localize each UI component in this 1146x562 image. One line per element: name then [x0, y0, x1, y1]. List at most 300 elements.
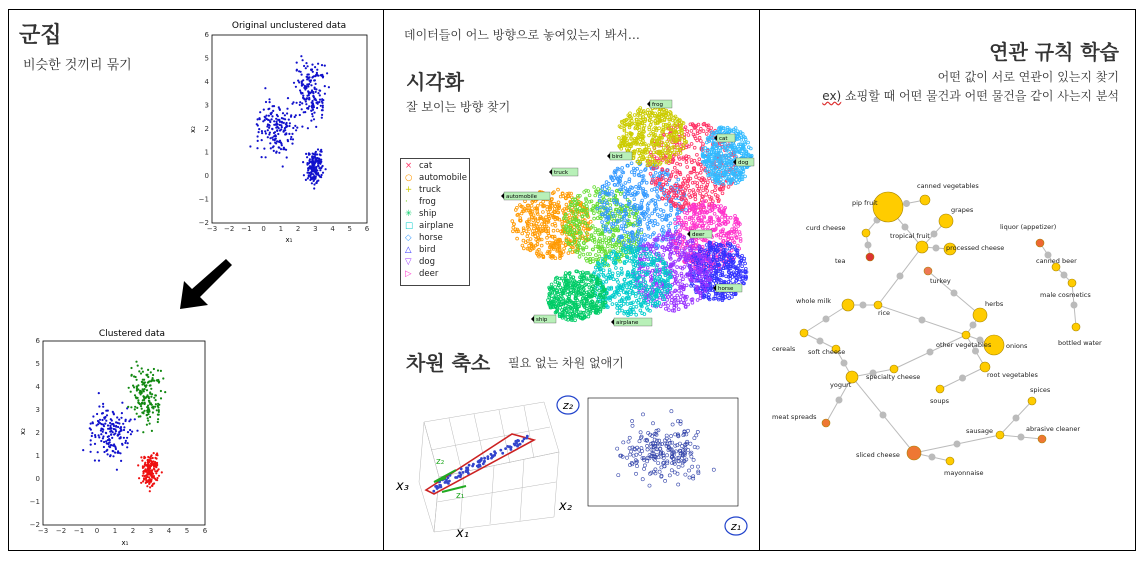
- tsne-point: [593, 217, 596, 220]
- scatter-point: [139, 392, 141, 394]
- tsne-point: [578, 207, 581, 210]
- scatter-point: [147, 420, 149, 422]
- scatter-point: [288, 125, 290, 127]
- x-tick-label: 1: [278, 225, 284, 233]
- tsne-point: [640, 235, 643, 238]
- scatter-point: [155, 454, 157, 456]
- x-tick-label: 1: [112, 527, 118, 535]
- scatter-point: [274, 131, 276, 133]
- scatter-point: [102, 403, 104, 405]
- scatter-point: [158, 414, 160, 416]
- scatter-point: [114, 432, 116, 434]
- tsne-point: [557, 188, 560, 191]
- scatter-point: [141, 367, 143, 369]
- scatter-point: [115, 448, 117, 450]
- scatter-point: [290, 116, 292, 118]
- scatter-point: [302, 95, 304, 97]
- scatter-point: [259, 118, 261, 120]
- scatter-point: [305, 87, 307, 89]
- scatter-point: [102, 431, 104, 433]
- y-tick-label: −2: [29, 521, 40, 529]
- tsne-point: [656, 190, 659, 193]
- scatter-point: [106, 449, 108, 451]
- scatter-point: [307, 177, 309, 179]
- scatter-point: [316, 107, 318, 109]
- tsne-point: [648, 148, 651, 151]
- y-tick-label: 6: [204, 31, 209, 39]
- tsne-point: [676, 274, 679, 277]
- tsne-point: [700, 185, 703, 188]
- scatter-point: [156, 470, 158, 472]
- scatter-point: [148, 409, 150, 411]
- tsne-point: [587, 283, 590, 286]
- scatter-point: [114, 452, 116, 454]
- scatter-point: [286, 112, 288, 114]
- tsne-point: [678, 141, 681, 144]
- legend-marker-icon: △: [405, 245, 412, 255]
- scatter-point: [144, 410, 146, 412]
- scatter-point: [296, 69, 298, 71]
- scatter-point: [97, 420, 99, 422]
- scatter-point: [102, 437, 104, 439]
- scatter-point: [97, 451, 99, 453]
- scatter-point: [113, 428, 115, 430]
- scatter-point: [314, 66, 316, 68]
- tsne-point: [714, 185, 717, 188]
- x-tick-label: 4: [166, 527, 172, 535]
- scatter-point: [313, 187, 315, 189]
- tsne-point: [664, 307, 667, 310]
- scatter-point: [261, 130, 263, 132]
- scatter-point: [109, 425, 111, 427]
- legend-entry: [405, 269, 469, 281]
- scatter-point: [140, 456, 142, 458]
- tsne-point: [630, 171, 633, 174]
- tsne-point: [658, 215, 661, 218]
- scatter-point: [268, 108, 270, 110]
- y-tick-label: 0: [35, 475, 40, 483]
- tsne-point: [666, 299, 669, 302]
- legend-entry: [405, 173, 469, 185]
- plot1-ylabel: x₂: [189, 126, 197, 133]
- tsne-point: [546, 236, 549, 239]
- scatter-point: [314, 169, 316, 171]
- scatter-point: [310, 120, 312, 122]
- scatter-point: [314, 98, 316, 100]
- tsne-point: [677, 308, 680, 311]
- scatter-point: [150, 463, 152, 465]
- scatter-point: [96, 424, 98, 426]
- scatter-point: [98, 460, 100, 462]
- tsne-point: [594, 231, 597, 234]
- tsne-point: [547, 227, 550, 230]
- scatter-point: [280, 148, 282, 150]
- tsne-point: [662, 254, 665, 257]
- y-tick-label: 6: [35, 337, 40, 345]
- scatter-point: [281, 144, 283, 146]
- scatter-point: [282, 165, 284, 167]
- scatter-point: [283, 122, 285, 124]
- scatter-point: [317, 148, 319, 150]
- tsne-point: [550, 283, 553, 286]
- tsne-point: [696, 185, 699, 188]
- tsne-point: [611, 190, 614, 193]
- tsne-embedding-map: [492, 96, 754, 331]
- tsne-point: [681, 249, 684, 252]
- scatter-point: [304, 85, 306, 87]
- scatter-point: [140, 372, 142, 374]
- scatter-point: [142, 388, 144, 390]
- tsne-point: [668, 309, 671, 312]
- scatter-point: [151, 476, 153, 478]
- tsne-point: [696, 172, 699, 175]
- scatter-point: [141, 392, 143, 394]
- scatter-point: [105, 420, 107, 422]
- scatter-point: [103, 441, 105, 443]
- scatter-point: [273, 120, 275, 122]
- scatter-point: [134, 406, 136, 408]
- x-tick-label: 3: [148, 527, 154, 535]
- tsne-point: [598, 255, 601, 258]
- scatter-point: [257, 118, 259, 120]
- scatter-point: [148, 473, 150, 475]
- scatter-point: [128, 387, 130, 389]
- scatter-point: [317, 103, 319, 105]
- scatter-point: [306, 74, 308, 76]
- x-tick-label: 0: [94, 527, 100, 535]
- scatter-point: [94, 436, 96, 438]
- scatter-point: [306, 95, 308, 97]
- scatter-point: [147, 460, 149, 462]
- scatter-point: [130, 406, 132, 408]
- scatter-point: [154, 457, 156, 459]
- scatter-point: [94, 434, 96, 436]
- tsne-point: [695, 241, 698, 244]
- visualization-subtitle: 잘 보이는 방향 찾기: [406, 100, 511, 114]
- scatter-point: [117, 450, 119, 452]
- tsne-point: [714, 189, 717, 192]
- scatter-point: [303, 174, 305, 176]
- tsne-point: [711, 190, 714, 193]
- tsne-point: [616, 312, 619, 315]
- tsne-point: [635, 313, 638, 316]
- scatter-point: [313, 183, 315, 185]
- scatter-point: [259, 111, 261, 113]
- scatter-point: [148, 483, 150, 485]
- scatter-point: [297, 80, 299, 82]
- legend-label: dog: [419, 257, 435, 267]
- scatter-point: [267, 129, 269, 131]
- tsne-point: [653, 188, 656, 191]
- tsne-point: [521, 232, 524, 235]
- scatter-point: [300, 55, 302, 57]
- tsne-point: [565, 203, 568, 206]
- scatter-point: [274, 142, 276, 144]
- scatter-point: [130, 419, 132, 421]
- scatter-point: [82, 449, 84, 451]
- scatter-point: [147, 405, 149, 407]
- scatter-point: [264, 130, 266, 132]
- scatter-point: [314, 79, 316, 81]
- scatter-point: [121, 402, 123, 404]
- tsne-point: [630, 257, 633, 260]
- scatter-point: [96, 413, 98, 415]
- scatter-point: [280, 128, 282, 130]
- tsne-point: [685, 284, 688, 287]
- tsne-point: [594, 194, 597, 197]
- scatter-point: [316, 69, 318, 71]
- scatter-point: [275, 118, 277, 120]
- tsne-point: [726, 216, 729, 219]
- scatter-point: [268, 115, 270, 117]
- tsne-point: [578, 252, 581, 255]
- scatter-point: [277, 119, 279, 121]
- scatter-point: [312, 109, 314, 111]
- scatter-point: [301, 102, 303, 104]
- scatter-point: [308, 172, 310, 174]
- unclustered-scatter-plot: [189, 18, 374, 246]
- scatter-point: [138, 477, 140, 479]
- tsne-point: [736, 244, 739, 247]
- tsne-point: [640, 170, 643, 173]
- tsne-point: [665, 197, 668, 200]
- scatter-point: [157, 406, 159, 408]
- tsne-legend: [400, 158, 470, 286]
- scatter-point: [315, 173, 317, 175]
- tsne-point: [734, 214, 737, 217]
- tsne-point: [724, 293, 727, 296]
- tsne-point: [721, 216, 724, 219]
- tsne-point: [530, 204, 533, 207]
- scatter-point: [281, 121, 283, 123]
- tsne-point: [699, 171, 702, 174]
- scatter-point: [142, 480, 144, 482]
- scatter-point: [98, 405, 100, 407]
- plot2-title: Clustered data: [98, 329, 166, 339]
- scatter-point: [150, 396, 152, 398]
- tsne-point: [578, 255, 581, 258]
- tsne-point: [554, 257, 557, 260]
- scatter-point: [319, 176, 321, 178]
- scatter-point: [152, 473, 154, 475]
- scatter-point: [306, 107, 308, 109]
- scatter-point: [286, 156, 288, 158]
- scatter-point: [152, 411, 154, 413]
- scatter-point: [310, 69, 312, 71]
- scatter-point: [144, 403, 146, 405]
- scatter-point: [141, 381, 143, 383]
- tsne-point: [719, 236, 722, 239]
- tsne-point: [612, 278, 615, 281]
- tsne-point: [676, 266, 679, 269]
- scatter-point: [111, 444, 113, 446]
- scatter-point: [125, 440, 127, 442]
- tsne-point: [720, 205, 723, 208]
- legend-entry: [405, 257, 469, 269]
- scatter-point: [98, 436, 100, 438]
- scatter-point: [147, 417, 149, 419]
- visualization-title: 시각화: [406, 70, 464, 94]
- tsne-point: [676, 162, 679, 165]
- scatter-point: [284, 114, 286, 116]
- scatter-point: [123, 426, 125, 428]
- tsne-point: [702, 189, 705, 192]
- scatter-point: [151, 393, 153, 395]
- scatter-point: [127, 406, 129, 408]
- scatter-point: [145, 469, 147, 471]
- scatter-point: [108, 439, 110, 441]
- scatter-point: [127, 442, 129, 444]
- tsne-point: [738, 278, 741, 281]
- scatter-point: [300, 92, 302, 94]
- scatter-point: [102, 435, 104, 437]
- scatter-point: [142, 399, 144, 401]
- scatter-point: [313, 180, 315, 182]
- scatter-point: [148, 380, 150, 382]
- tsne-point: [687, 134, 690, 137]
- down-left-arrow-icon: [174, 253, 234, 313]
- tsne-point: [702, 130, 705, 133]
- scatter-point: [160, 370, 162, 372]
- tsne-point: [705, 244, 708, 247]
- tsne-point: [710, 127, 713, 130]
- scatter-point: [112, 450, 114, 452]
- scatter-point: [301, 74, 303, 76]
- tsne-point: [646, 266, 649, 269]
- scatter-point: [144, 464, 146, 466]
- scatter-point: [310, 84, 312, 86]
- scatter-point: [142, 472, 144, 474]
- tsne-point: [728, 247, 731, 250]
- scatter-point: [299, 104, 301, 106]
- tsne-point: [609, 207, 612, 210]
- scatter-point: [312, 100, 314, 102]
- scatter-point: [263, 109, 265, 111]
- scatter-point: [146, 465, 148, 467]
- scatter-point: [270, 147, 272, 149]
- scatter-point: [105, 440, 107, 442]
- tsne-point: [593, 212, 596, 215]
- scatter-point: [325, 168, 327, 170]
- scatter-point: [142, 431, 144, 433]
- tsne-point: [540, 244, 543, 247]
- tsne-point: [621, 167, 624, 170]
- tsne-point: [615, 247, 618, 250]
- scatter-point: [281, 126, 283, 128]
- scatter-point: [137, 399, 139, 401]
- scatter-point: [155, 479, 157, 481]
- scatter-point: [305, 67, 307, 69]
- clustering-title: 군집: [19, 23, 62, 48]
- scatter-point: [264, 87, 266, 89]
- scatter-point: [143, 383, 145, 385]
- scatter-point: [293, 82, 295, 84]
- scatter-point: [265, 115, 267, 117]
- scatter-point: [312, 170, 314, 172]
- scatter-point: [291, 143, 293, 145]
- tsne-point: [687, 303, 690, 306]
- scatter-point: [134, 394, 136, 396]
- y-tick-label: 2: [204, 125, 209, 133]
- scatter-point: [273, 105, 275, 107]
- scatter-point: [111, 437, 113, 439]
- tsne-point: [694, 195, 697, 198]
- tsne-point: [685, 161, 688, 164]
- scatter-point: [149, 490, 151, 492]
- scatter-point: [149, 423, 151, 425]
- scatter-point: [321, 64, 323, 66]
- tsne-point: [675, 175, 678, 178]
- tsne-point: [707, 226, 710, 229]
- tsne-point: [568, 214, 571, 217]
- scatter-point: [116, 469, 118, 471]
- scatter-point: [122, 423, 124, 425]
- x-tick-label: 3: [313, 225, 318, 233]
- tsne-point: [566, 290, 569, 293]
- scatter-point: [140, 482, 142, 484]
- tsne-point: [705, 133, 708, 136]
- scatter-point: [156, 379, 158, 381]
- scatter-point: [315, 88, 317, 90]
- scatter-point: [271, 118, 273, 120]
- scatter-point: [94, 459, 96, 461]
- tsne-point: [661, 218, 664, 221]
- tsne-point: [512, 230, 515, 233]
- scatter-point: [101, 419, 103, 421]
- scatter-point: [265, 156, 267, 158]
- scatter-point: [317, 92, 319, 94]
- scatter-point: [102, 412, 104, 414]
- tsne-point: [540, 238, 543, 241]
- scatter-point: [92, 422, 94, 424]
- scatter-point: [158, 404, 160, 406]
- scatter-point: [146, 374, 148, 376]
- scatter-point: [154, 461, 156, 463]
- legend-marker-icon: ▷: [405, 269, 412, 279]
- tsne-point: [528, 218, 531, 221]
- scatter-point: [303, 98, 305, 100]
- tsne-point: [678, 289, 681, 292]
- x-tick-label: −1: [73, 527, 85, 535]
- tsne-point: [618, 136, 621, 139]
- tsne-point: [690, 143, 693, 146]
- tsne-point: [594, 266, 597, 269]
- tsne-point: [651, 212, 654, 215]
- scatter-point: [129, 429, 131, 431]
- scatter-point: [152, 457, 154, 459]
- scatter-point: [111, 430, 113, 432]
- legend-entry: [405, 233, 469, 245]
- tsne-point: [578, 213, 581, 216]
- scatter-point: [103, 425, 105, 427]
- scatter-point: [284, 129, 286, 131]
- scatter-point: [314, 159, 316, 161]
- scatter-point: [277, 115, 279, 117]
- scatter-point: [130, 367, 132, 369]
- scatter-point: [151, 430, 153, 432]
- scatter-point: [136, 407, 138, 409]
- x-tick-label: −2: [224, 225, 235, 233]
- scatter-point: [130, 375, 132, 377]
- tsne-point: [646, 223, 649, 226]
- scatter-point: [98, 434, 100, 436]
- scatter-point: [153, 452, 155, 454]
- legend-marker-icon: ◇: [405, 233, 412, 243]
- tsne-point: [512, 226, 515, 229]
- scatter-point: [282, 112, 284, 114]
- scatter-point: [157, 418, 159, 420]
- scatter-point: [155, 472, 157, 474]
